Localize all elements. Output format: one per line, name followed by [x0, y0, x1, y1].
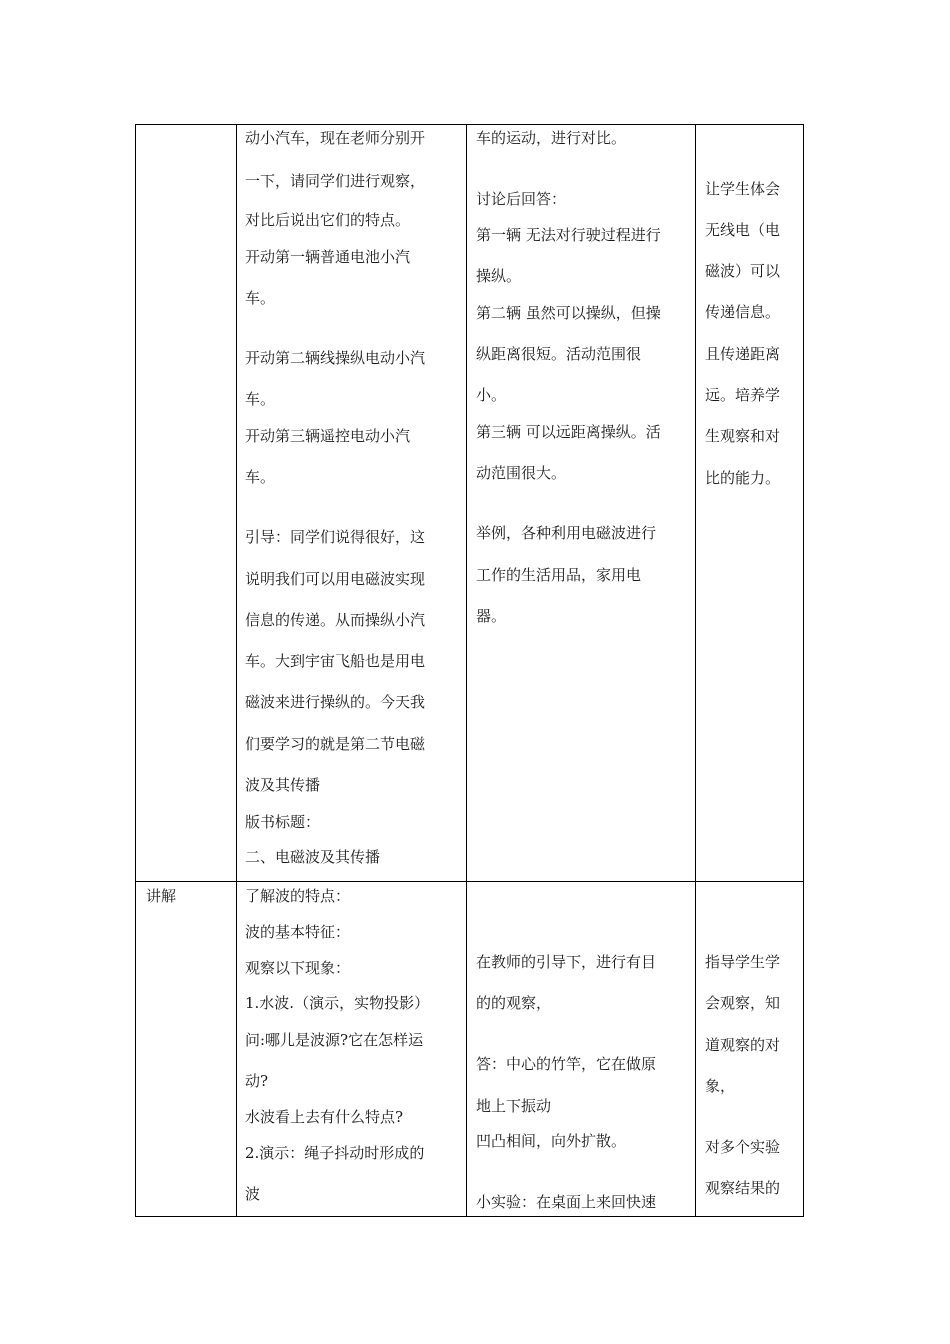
text-line: 第三辆 可以远距离操纵。活	[476, 423, 661, 441]
text-line: 让学生体会	[705, 180, 781, 198]
text-line: 生观察和对	[705, 427, 781, 445]
text-line: 地上下振动	[476, 1097, 552, 1115]
lesson-plan-table	[135, 124, 804, 1217]
text-line: 一下，请同学们进行观察，	[245, 172, 426, 190]
text-line: 工作的生活用品，家用电	[476, 566, 642, 584]
text-line: 会观察，知	[705, 994, 781, 1012]
text-line: 说明我们可以用电磁波实现	[245, 570, 426, 588]
text-line: 车的运动，进行对比。	[476, 129, 627, 147]
column-divider	[466, 125, 467, 1216]
text-line: 水波看上去有什么特点?	[245, 1108, 404, 1126]
text-line: 问:哪儿是波源?它在怎样运	[245, 1031, 424, 1049]
text-line: 车。	[245, 390, 276, 408]
text-line: 磁波来进行操纵的。今天我	[245, 693, 426, 711]
text-line: 对多个实验	[705, 1138, 781, 1156]
text-line: 动范围很大。	[476, 464, 567, 482]
text-line: 讨论后回答：	[476, 190, 567, 208]
text-line: 操纵。	[476, 267, 522, 285]
text-line: 开动第三辆遥控电动小汽	[245, 427, 411, 445]
text-line: 信息的传递。从而操纵小汽	[245, 611, 426, 629]
column-divider	[236, 125, 237, 1216]
text-line: 凹凸相间，向外扩散。	[476, 1132, 627, 1150]
text-line: 指导学生学	[705, 953, 781, 971]
text-line: 观察以下现象：	[245, 959, 351, 977]
text-line: 车。	[245, 468, 276, 486]
text-line: 第二辆 虽然可以操纵，但操	[476, 304, 661, 322]
text-line: 象，	[705, 1077, 736, 1095]
text-line: 二、电磁波及其传播	[245, 848, 381, 866]
text-line: 器。	[476, 607, 507, 625]
stage-label: 讲解	[146, 887, 177, 905]
text-line: 第一辆 无法对行驶过程进行	[476, 226, 661, 244]
text-line: 小。	[476, 386, 507, 404]
text-line: 磁波）可以	[705, 262, 781, 280]
text-line: 开动第一辆普通电池小汽	[245, 248, 411, 266]
text-line: 引导：同学们说得很好，这	[245, 528, 426, 546]
text-line: 波的基本特征：	[245, 923, 351, 941]
text-line: 小实验：在桌面上来回快速	[476, 1193, 657, 1211]
text-line: 动?	[245, 1072, 269, 1090]
text-line: 无线电（电	[705, 221, 781, 239]
text-line: 波	[245, 1185, 261, 1203]
text-line: 远。培养学	[705, 386, 781, 404]
text-line: 传递信息。	[705, 303, 781, 321]
text-line: 的的观察，	[476, 994, 552, 1012]
text-line: 开动第二辆线操纵电动小汽	[245, 349, 426, 367]
row-divider	[136, 881, 803, 882]
text-line: 比的能力。	[705, 469, 781, 487]
text-line: 1.水波.（演示，实物投影）	[245, 994, 430, 1012]
column-divider	[695, 125, 696, 1216]
text-line: 纵距离很短。活动范围很	[476, 345, 642, 363]
text-line: 动小汽车，现在老师分别开	[245, 129, 426, 147]
text-line: 对比后说出它们的特点。	[245, 211, 411, 229]
text-line: 车。大到宇宙飞船也是用电	[245, 652, 426, 670]
text-line: 波及其传播	[245, 776, 321, 794]
text-line: 观察结果的	[705, 1179, 781, 1197]
text-line: 举例，各种利用电磁波进行	[476, 524, 657, 542]
text-line: 在教师的引导下，进行有目	[476, 953, 657, 971]
text-line: 且传递距离	[705, 345, 781, 363]
text-line: 了解波的特点：	[245, 887, 351, 905]
text-line: 答：中心的竹竿，它在做原	[476, 1055, 657, 1073]
text-line: 们要学习的就是第二节电磁	[245, 735, 426, 753]
text-line: 道观察的对	[705, 1036, 781, 1054]
text-line: 版书标题：	[245, 813, 321, 831]
text-line: 2.演示：绳子抖动时形成的	[245, 1144, 425, 1162]
text-line: 车。	[245, 289, 276, 307]
